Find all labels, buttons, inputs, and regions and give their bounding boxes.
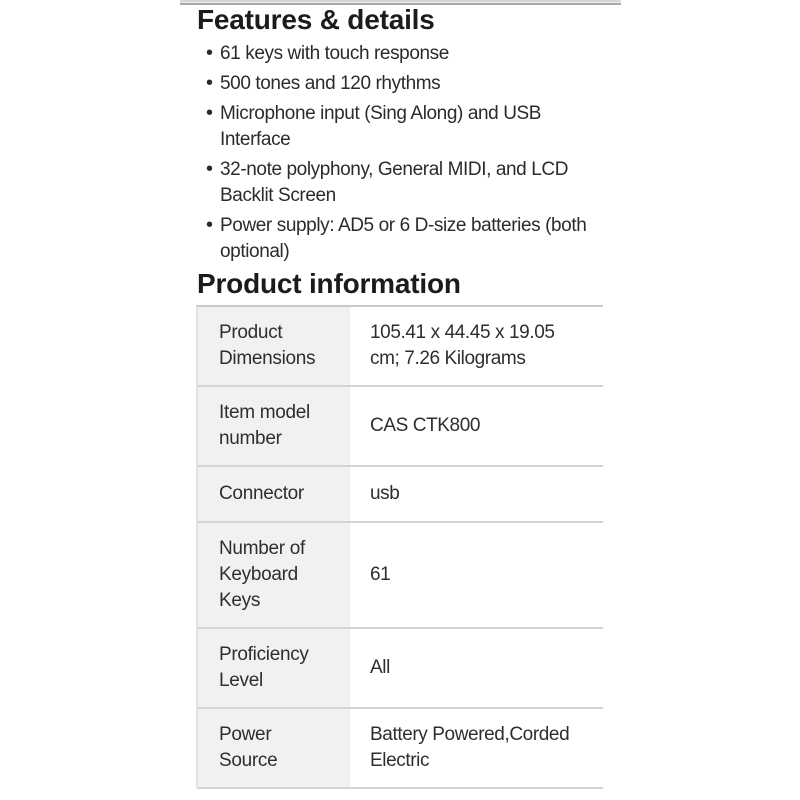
- table-value-cell: [350, 387, 603, 465]
- table-value-text: 61: [370, 564, 391, 585]
- table-value-cell: [350, 467, 603, 521]
- table-label-cell: [198, 523, 350, 627]
- table-value-cell: [350, 307, 603, 385]
- bullet-icon: •: [206, 214, 213, 236]
- table-label-cell: [198, 387, 350, 465]
- table-value-cell: [350, 709, 603, 787]
- feature-list-item: [207, 101, 592, 153]
- table-row: [198, 307, 603, 387]
- table-value-text: usb: [370, 483, 400, 504]
- table-label-text: Product Dimensions: [219, 322, 316, 369]
- product-information-section-title: Product information: [197, 268, 461, 299]
- features-list: [180, 41, 621, 265]
- table-label-text: Item model number: [219, 402, 310, 449]
- bullet-icon: •: [206, 102, 213, 124]
- table-value-text: CAS CTK800: [370, 415, 481, 436]
- table-row: [198, 387, 603, 467]
- table-label-text: Proficiency Level: [219, 644, 309, 691]
- table-value-cell: [350, 629, 603, 707]
- table-label-cell: [198, 467, 350, 521]
- feature-text: 61 keys with touch response: [220, 43, 449, 64]
- table-row: [198, 523, 603, 629]
- features-section-title: Features & details: [197, 4, 435, 35]
- table-value-text: All: [370, 657, 390, 678]
- table-label-cell: [198, 709, 350, 787]
- table-label-cell: [198, 629, 350, 707]
- table-label-text: Number of Keyboard Keys: [219, 538, 306, 611]
- product-details-panel: [180, 0, 621, 800]
- feature-text: 500 tones and 120 rhythms: [220, 73, 441, 94]
- product-information-table: [196, 305, 603, 789]
- table-row: [198, 709, 603, 789]
- bullet-icon: •: [206, 158, 213, 180]
- feature-text: Microphone input (Sing Along) and USB Interface: [220, 103, 542, 150]
- feature-list-item: [207, 41, 592, 67]
- table-value-text: Battery Powered,Corded Electric: [370, 724, 570, 771]
- bullet-icon: •: [206, 72, 213, 94]
- feature-list-item: [207, 213, 592, 265]
- table-value-cell: [350, 523, 603, 627]
- bullet-icon: •: [206, 42, 213, 64]
- table-label-cell: [198, 307, 350, 385]
- feature-text: Power supply: AD5 or 6 D-size batteries (both optional): [220, 215, 587, 262]
- table-label-text: Connector: [219, 483, 304, 504]
- feature-text: 32-note polyphony, General MIDI, and LCD Backlit Screen: [220, 159, 569, 206]
- feature-list-item: [207, 71, 592, 97]
- table-row: [198, 467, 603, 523]
- table-label-text: Power Source: [219, 724, 278, 771]
- table-value-text: 105.41 x 44.45 x 19.05 cm; 7.26 Kilograms: [370, 322, 555, 369]
- table-row: [198, 629, 603, 709]
- feature-list-item: [207, 157, 592, 209]
